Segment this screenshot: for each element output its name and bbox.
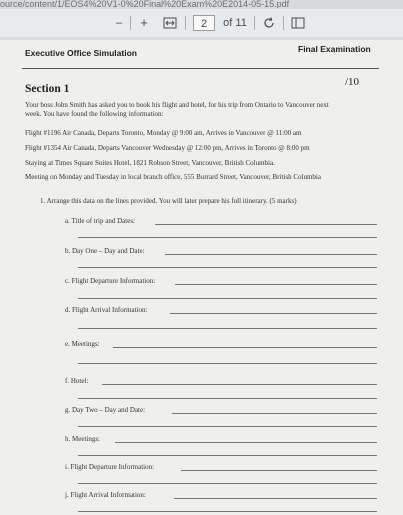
zoom-out-button[interactable]: –	[115, 17, 123, 29]
answer-line	[174, 498, 377, 499]
page-number-input[interactable]: 2	[193, 15, 215, 31]
answer-line	[115, 442, 377, 443]
info-line: Staying at Times Square Suites Hotel, 1821 Robson Street, Vancouver, British Columbia.	[25, 159, 275, 167]
toolbar-separator	[130, 16, 131, 30]
info-line: Flight #1354 Air Canada, Departs Vancouver Wednesday @ 12:00 pm, Arrives in Toronto @ 8:00 pm	[25, 144, 310, 152]
sidebar-toggle-icon[interactable]	[290, 15, 306, 31]
zoom-in-button[interactable]: +	[140, 15, 148, 30]
answer-line	[170, 313, 377, 314]
answer-line	[155, 224, 377, 225]
item-label: h. Meetings:	[65, 435, 100, 443]
answer-line	[78, 426, 377, 427]
answer-line	[78, 455, 377, 456]
answer-line	[175, 284, 377, 285]
answer-line	[78, 237, 377, 238]
section-score: /10	[345, 76, 360, 88]
header-rule	[22, 68, 379, 69]
intro-line: week. You have found the following information:	[25, 110, 164, 118]
answer-line	[78, 363, 377, 364]
answer-line	[78, 328, 377, 329]
pdf-toolbar	[0, 9, 403, 37]
info-line: Meeting on Monday and Tuesday in local branch office, 555 Burrard Street, Vancouver, British Columbia	[25, 173, 321, 181]
item-label: c. Flight Departure Information:	[65, 277, 156, 285]
answer-line	[113, 347, 377, 348]
intro-line: Your boss John Smith has asked you to book his flight and hotel, for his trip from Ontario to Vancouver next	[25, 101, 329, 109]
answer-line	[181, 470, 377, 471]
item-label: e. Meetings:	[65, 340, 100, 348]
fit-width-icon[interactable]	[162, 15, 178, 31]
question-text: 1. Arrange this data on the lines provided. You will later prepare his full itinerary. (5 marks)	[40, 197, 297, 205]
toolbar-separator	[185, 16, 186, 30]
header-left: Executive Office Simulation	[25, 48, 137, 58]
answer-line	[102, 384, 377, 385]
item-label: a. Title of trip and Dates:	[65, 217, 135, 225]
answer-line	[78, 511, 377, 512]
item-label: d. Flight Arrival Information:	[65, 306, 148, 314]
header-right: Final Examination	[298, 44, 371, 54]
toolbar-separator	[254, 16, 255, 30]
answer-line	[78, 267, 377, 268]
browser-chrome	[0, 0, 403, 40]
rotate-icon[interactable]	[261, 15, 277, 31]
item-label: g. Day Two – Day and Date:	[65, 406, 146, 414]
toolbar-separator	[283, 16, 284, 30]
url-bar[interactable]: ource/content/1/EOS4%20V1-0%20Final%20Exam%20E2014-05-15.pdf	[0, 0, 290, 8]
answer-line	[165, 254, 377, 255]
answer-line	[172, 413, 377, 414]
item-label: b. Day One – Day and Date:	[65, 247, 145, 255]
answer-line	[78, 483, 377, 484]
item-label: f. Hotel:	[65, 377, 89, 385]
page-count: of 11	[223, 17, 247, 29]
item-label: i. Flight Departure Information:	[65, 463, 155, 471]
info-line: Flight #1196 Air Canada, Departs Toronto, Monday @ 9:00 am, Arrives in Vancouver @ 11:00 am	[25, 129, 302, 137]
answer-line	[78, 298, 377, 299]
item-label: j. Flight Arrival Information:	[65, 491, 146, 499]
answer-line	[78, 398, 377, 399]
section-title: Section 1	[25, 83, 70, 95]
pdf-page	[0, 40, 403, 515]
